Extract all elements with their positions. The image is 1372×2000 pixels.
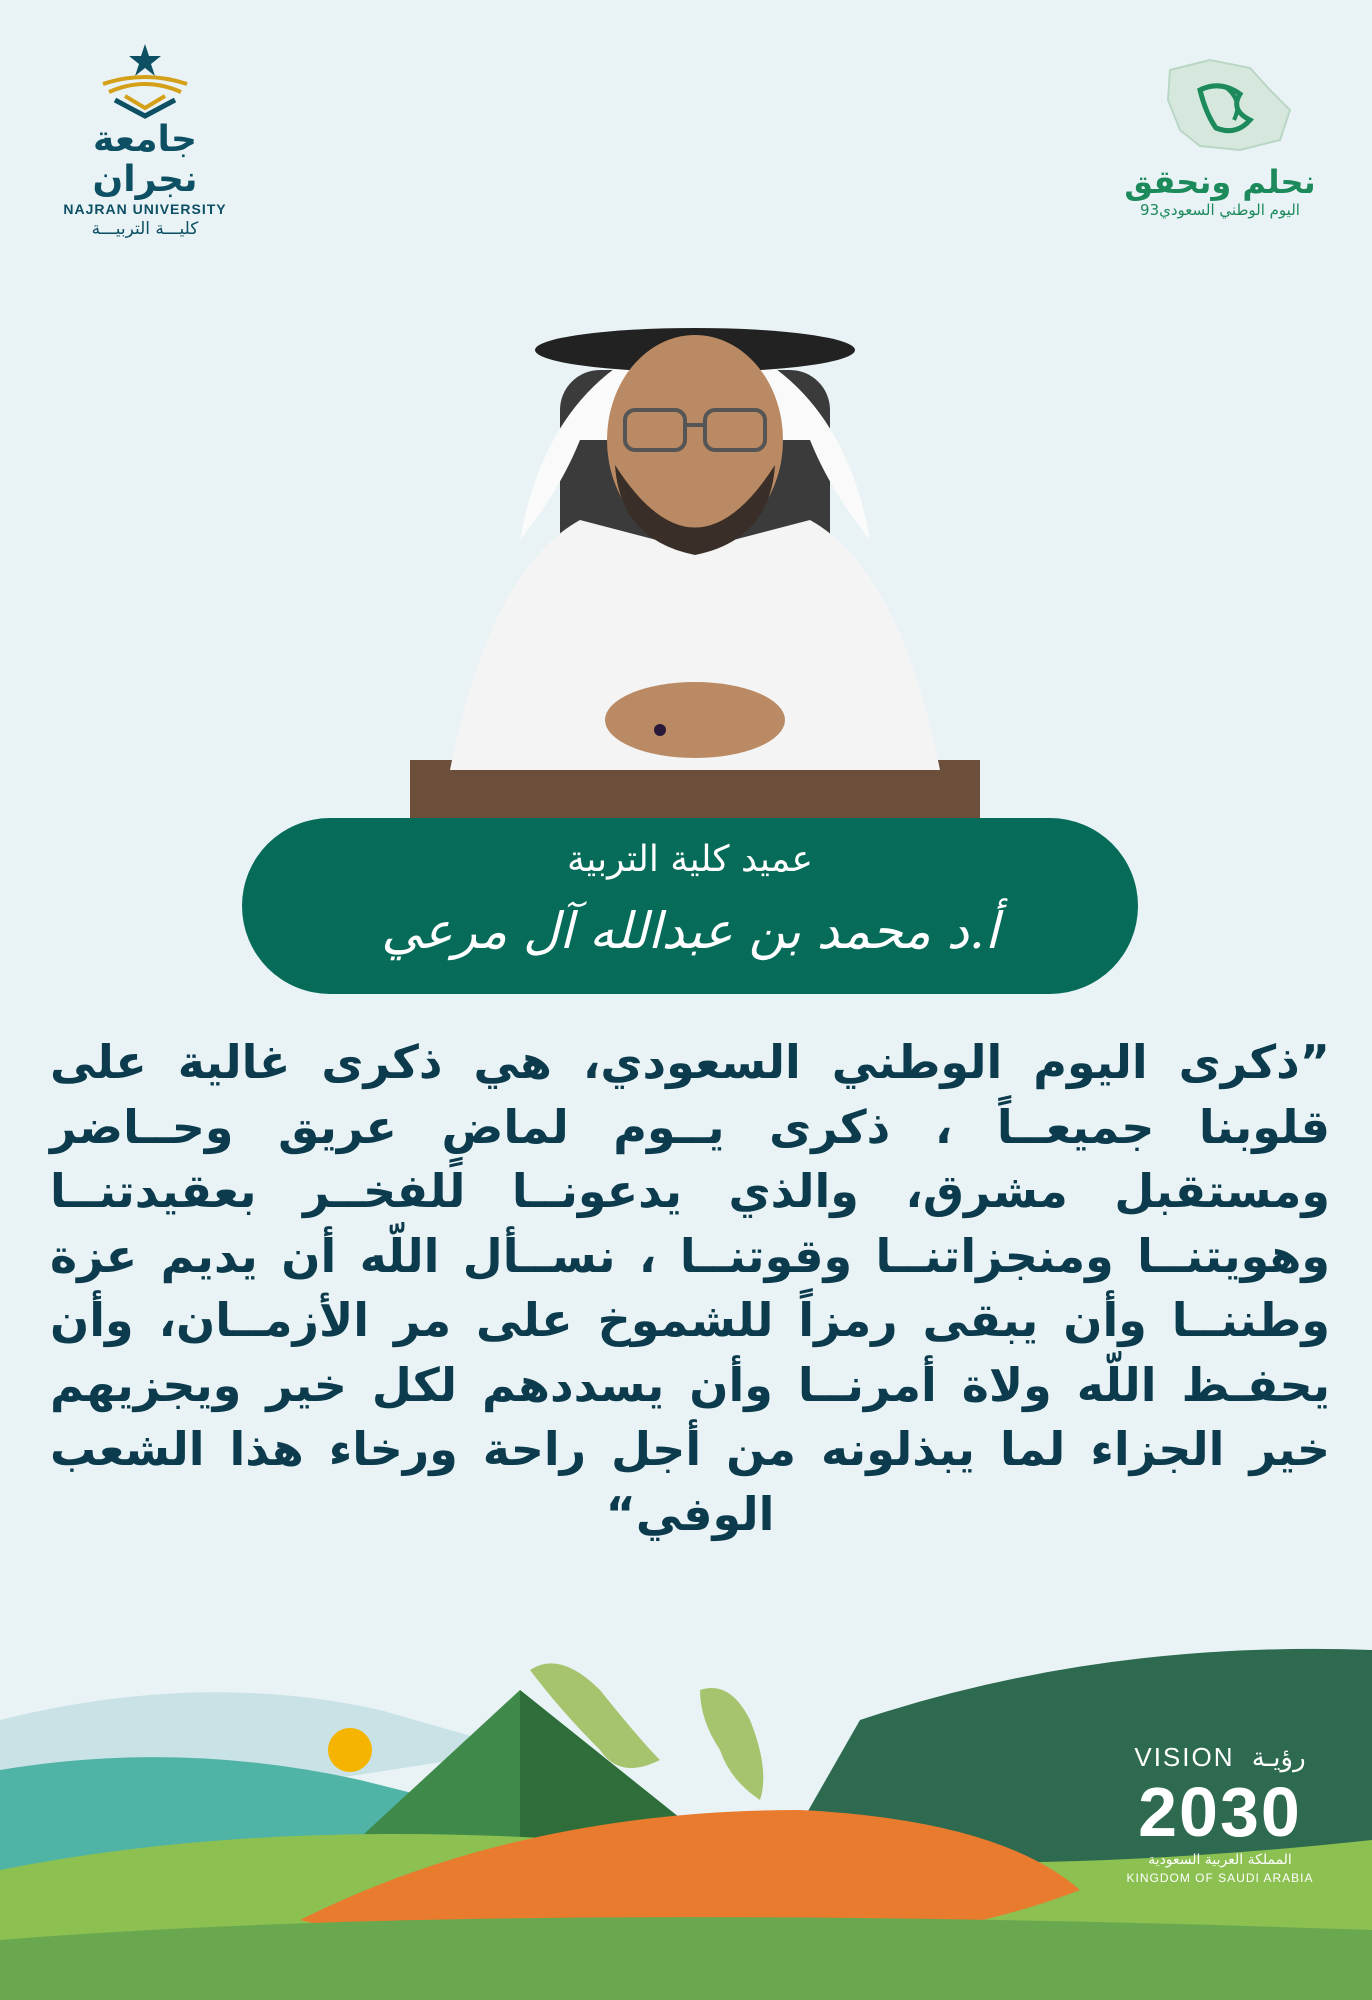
national-day-subtitle: اليوم الوطني السعودي93: [1140, 201, 1300, 219]
national-day-logo: [1110, 50, 1330, 240]
vision-label-en: VISION: [1134, 1742, 1235, 1772]
kingdom-name-english: KINGDOM OF SAUDI ARABIA: [1126, 1871, 1314, 1885]
sun-icon: [328, 1728, 372, 1772]
najran-university-logo: [40, 40, 250, 239]
dean-name: أ.د محمد بن عبدالله آل مرعي: [381, 902, 999, 960]
vision-year: 2030: [1138, 1773, 1302, 1851]
university-name-arabic: جامعة نجران: [92, 119, 198, 200]
national-day-slogan: نحلم ونحقق: [1124, 163, 1316, 201]
university-emblem-icon: [85, 40, 205, 120]
vision-2030-logo: [1100, 1740, 1340, 1940]
dean-title: عميد كلية التربية: [566, 839, 814, 880]
vision-label-ar: رؤيـة: [1251, 1742, 1306, 1772]
dean-name-banner: [242, 818, 1138, 994]
kingdom-name-arabic: المملكة العربية السعودية: [1148, 1852, 1292, 1868]
saudi-map-icon: [1140, 50, 1300, 160]
university-name-english: NAJRAN UNIVERSITY: [63, 201, 227, 217]
national-day-quote: ”ذكرى اليوم الوطني السعودي، هي ذكرى غالية على قلوبنا جميعــاً ، ذكرى يــوم لماضٍ عريق وحــاضر ومستقبل مشرق، والذي يدعونــا للفخــر بعقيدتنــا وهويتنــا ومنجزاتنــا وقوتنــا ، نســأل اللّه أن يديم عزة وطننــا وأن يبقى رمزاً للشموخ على مر الأزمــان، وأن يحفـظ اللّه ولاة أمرنــا وأن يسددهم لكل خير ويجزيهم خير الجزاء لما يبذلونه من أجل راحة ورخاء هذا الشعب الوفي“: [50, 1035, 1330, 1541]
college-name: كليـــة التربيـــة: [91, 219, 199, 239]
dean-portrait: [410, 290, 980, 830]
